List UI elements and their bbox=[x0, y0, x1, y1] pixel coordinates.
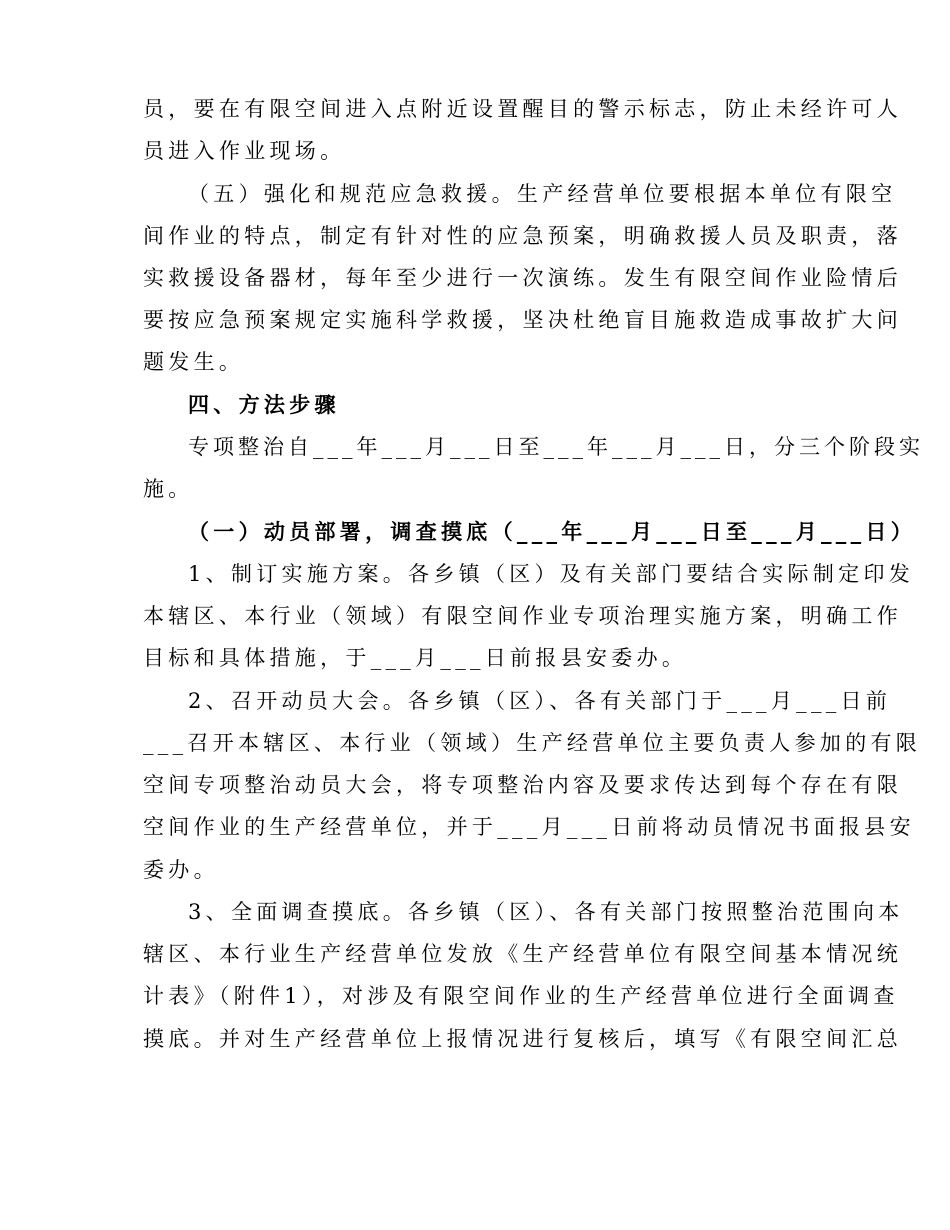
text-line: 实救援设备器材，每年至少进行一次演练。发生有限空间作业险情后 bbox=[143, 266, 902, 290]
text-line: 1、制订实施方案。各乡镇（区）及有关部门要结合实际制定印发 bbox=[188, 562, 915, 586]
text-line: 空间专项整治动员大会，将专项整治内容及要求传达到每个存在有限 bbox=[143, 773, 902, 797]
text-line: 摸底。并对生产经营单位上报情况进行复核后，填写《有限空间汇总 bbox=[143, 1027, 902, 1051]
text-line: 3、全面调查摸底。各乡镇（区）、各有关部门按照整治范围向本 bbox=[188, 900, 904, 924]
text-line: 空间作业的生产经营单位，并于___月___日前将动员情况书面报县安 bbox=[143, 815, 915, 839]
text-line: 计表》（附件1），对涉及有限空间作业的生产经营单位进行全面调查 bbox=[143, 984, 899, 1008]
text-line: 2、召开动员大会。各乡镇（区）、各有关部门于___月___日前 bbox=[188, 689, 892, 713]
text-line: 题发生。 bbox=[143, 350, 245, 374]
text-line: 间作业的特点，制定有针对性的应急预案，明确救援人员及职责，落 bbox=[143, 224, 902, 248]
subsection-heading: （一）动员部署，调查摸底（___年___月___日至___月___日） bbox=[188, 519, 916, 544]
text-line: （五）强化和规范应急救援。生产经营单位要根据本单位有限空 bbox=[188, 182, 897, 206]
text-line: ___召开本辖区、本行业（领域）生产经营单位主要负责人参加的有限 bbox=[143, 731, 922, 755]
text-line: 目标和具体措施，于___月___日前报县安委办。 bbox=[143, 646, 688, 670]
text-line: 委办。 bbox=[143, 858, 219, 882]
text-line: 专项整治自___年___月___日至___年___月___日，分三个阶段实 bbox=[188, 435, 924, 459]
text-line: 本辖区、本行业（领域）有限空间作业专项治理实施方案，明确工作 bbox=[143, 604, 902, 628]
text-line: 施。 bbox=[143, 477, 194, 501]
text-line: 要按应急预案规定实施科学救援，坚决杜绝盲目施救造成事故扩大问 bbox=[143, 308, 902, 332]
section-heading: 四、方法步骤 bbox=[188, 392, 340, 417]
text-line: 辖区、本行业生产经营单位发放《生产经营单位有限空间基本情况统 bbox=[143, 942, 902, 966]
text-line: 员进入作业现场。 bbox=[143, 139, 346, 163]
text-line: 员，要在有限空间进入点附近设置醒目的警示标志，防止未经许可人 bbox=[143, 97, 902, 121]
